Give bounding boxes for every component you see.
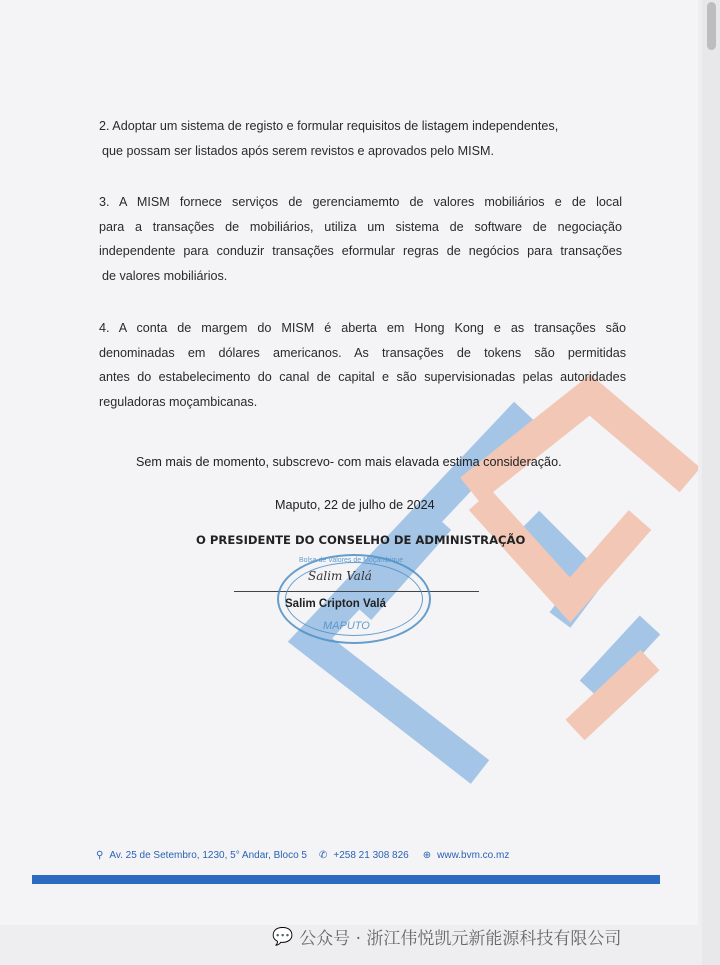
location-pin-icon: ⚲	[96, 850, 104, 861]
wechat-icon: 💬	[272, 926, 294, 947]
text-line: denominadas em dólares americanos. As transações de tokens são permitidas	[99, 345, 626, 360]
footer-phone: +258 21 308 826	[333, 850, 409, 861]
footer-bar	[32, 875, 660, 884]
phone-icon: ✆	[318, 850, 328, 861]
scrollbar[interactable]	[702, 0, 720, 965]
scrollbar-thumb[interactable]	[707, 2, 716, 50]
text-line: de valores mobiliários.	[102, 268, 228, 283]
signatory-name: Salim Cripton Valá	[285, 598, 386, 610]
wechat-caption	[272, 924, 621, 949]
text-line: 2. Adoptar um sistema de registo e formular requisitos de listagem independentes,	[99, 119, 559, 133]
letterhead-footer	[96, 850, 509, 861]
closing-line: Sem mais de momento, subscrevo- com mais elavada estima consideração.	[136, 455, 562, 469]
text-line: 3. A MISM fornece serviços de gerenciamemto de valores mobiliários e de local	[99, 195, 622, 209]
stamp-top-text: Bolsa de Valores de Moçambique	[299, 557, 404, 564]
paragraph-3	[99, 190, 622, 288]
footer-address: Av. 25 de Setembro, 1230, 5° Andar, Bloco 5	[109, 850, 307, 861]
paragraph-4	[99, 316, 626, 414]
text-line: que possam ser listados após serem revistos e aprovados pelo MISM.	[102, 143, 494, 158]
footer-website: www.bvm.co.mz	[437, 850, 510, 861]
globe-icon: ⊕	[422, 850, 432, 861]
text-line: reguladoras moçambicanas.	[99, 394, 258, 409]
caption-text: 公众号 · 浙江伟悦凯元新能源科技有限公司	[299, 929, 622, 949]
text-line: independente para conduzir transações eformular regras de negócios para transações	[99, 244, 622, 258]
signatory-title: O PRESIDENTE DO CONSELHO DE ADMINISTRAÇÃO	[196, 533, 526, 547]
stamp-bottom-text: MAPUTO	[323, 620, 370, 632]
handwritten-signature: Salim Valá	[308, 569, 372, 583]
text-line: 4. A conta de margem do MISM é aberta em Hong Kong e as transações são	[99, 321, 626, 335]
place-date: Maputo, 22 de julho de 2024	[275, 498, 435, 512]
text-line: antes do estabelecimento do canal de capital e são supervisionadas pelas autoridades	[99, 370, 626, 384]
paragraph-2	[99, 114, 604, 163]
text-line: para a transações de mobiliários, utiliza um sistema de software de negociação	[99, 219, 622, 234]
